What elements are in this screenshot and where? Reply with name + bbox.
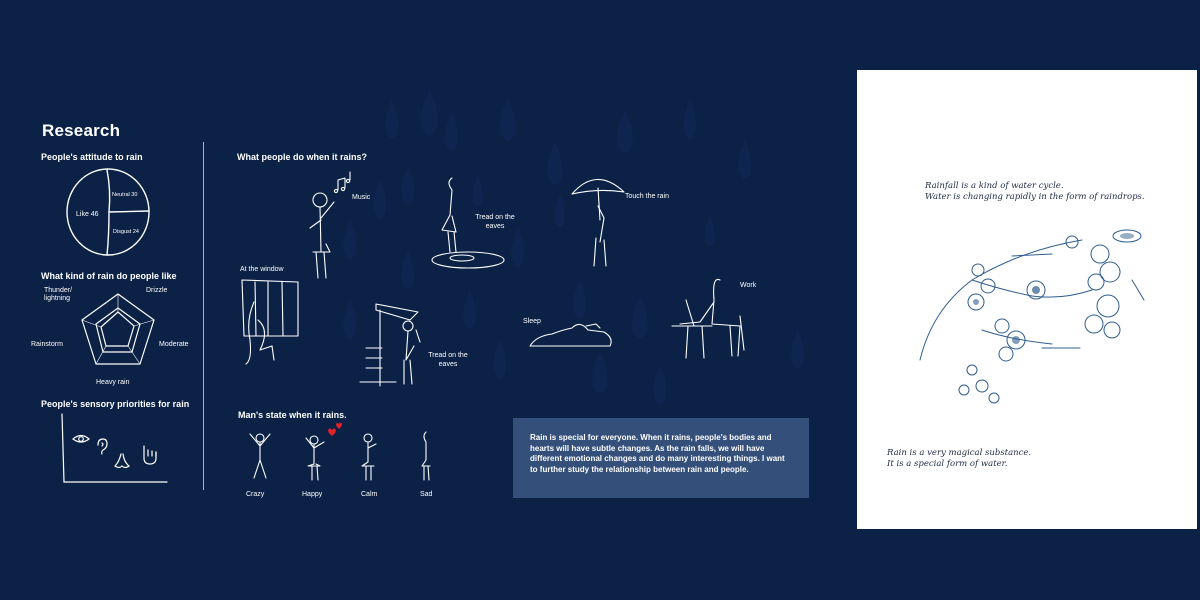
rain-kinds-heading: What kind of rain do people like — [41, 271, 177, 281]
note-bottom-line-2: It is a special form of water. — [887, 459, 1008, 469]
activity-label-sleep: Sleep — [523, 318, 541, 325]
calm-figure-sketch — [362, 434, 376, 480]
touch-rain-figure-sketch — [572, 179, 624, 266]
attitude-pie-chart — [63, 165, 159, 261]
activities-heading: What people do when it rains? — [237, 152, 368, 162]
sad-figure-sketch — [422, 432, 430, 480]
pie-slice-neutral: Neutral 30 — [112, 192, 138, 198]
description-box — [513, 418, 809, 498]
music-figure-sketch — [310, 172, 350, 278]
ear-icon — [98, 439, 107, 454]
activity-label-window: At the window — [240, 266, 284, 273]
activity-label-music: Music — [352, 194, 371, 201]
sketch-note-paper — [857, 70, 1197, 529]
description-text: Rain is special for everyone. When it rains, people's bodies and hearts will have subtle changes. As the rain falls, we will have different emotional changes and do many interesting things. I want to further study the relationship between rain and people. — [530, 433, 785, 474]
state-label-sad: Sad — [420, 491, 433, 498]
radar-label-moderate: Moderate — [159, 341, 189, 348]
note-top-line-1: Rainfall is a kind of water cycle. — [925, 181, 1064, 191]
heart-icon — [328, 423, 342, 436]
state-label-calm: Calm — [361, 491, 378, 498]
state-label-happy: Happy — [302, 491, 323, 498]
hand-icon — [144, 446, 156, 464]
pie-slice-like: Like 46 — [76, 211, 99, 218]
note-top-line-2: Water is changing rapidly in the form of raindrops. — [925, 192, 1145, 202]
state-label-crazy: Crazy — [246, 491, 265, 498]
sleep-figure-sketch — [530, 324, 611, 346]
radar-label-drizzle: Drizzle — [146, 287, 168, 294]
radar-label-rainstorm: Rainstorm — [31, 341, 63, 348]
work-figure-sketch — [672, 279, 744, 358]
happy-figure-sketch — [306, 436, 324, 480]
eye-icon — [73, 436, 89, 443]
sensory-heading: People's sensory priorities for rain — [41, 399, 190, 409]
activity-label-tread-eaves: Tread on the eaves — [475, 214, 515, 230]
activity-label-tread-eaves-2: Tread on the eaves — [428, 352, 468, 368]
research-title: Research — [42, 121, 121, 140]
water-cycle-sketch — [912, 220, 1152, 420]
rain-kinds-radar-chart — [78, 290, 158, 370]
radar-label-heavy: Heavy rain — [96, 379, 130, 386]
activity-label-touch-rain: Touch the rain — [625, 193, 669, 200]
pie-slice-disgust: Disgust 24 — [113, 229, 139, 235]
nose-icon — [115, 454, 129, 468]
window-figure-sketch — [242, 280, 298, 364]
note-bottom-line-1: Rain is a very magical substance. — [887, 448, 1032, 458]
activity-sketches — [200, 160, 760, 400]
state-sketches — [240, 420, 450, 486]
crazy-figure-sketch — [250, 434, 270, 478]
sensory-priorities-chart — [55, 412, 171, 486]
tread-eaves-2-figure-sketch — [360, 304, 420, 386]
activity-label-work: Work — [740, 282, 757, 289]
states-heading: Man's state when it rains. — [238, 410, 347, 420]
radar-label-thunder: Thunder/ lightning — [44, 287, 73, 302]
attitude-heading: People's attitude to rain — [41, 152, 143, 162]
